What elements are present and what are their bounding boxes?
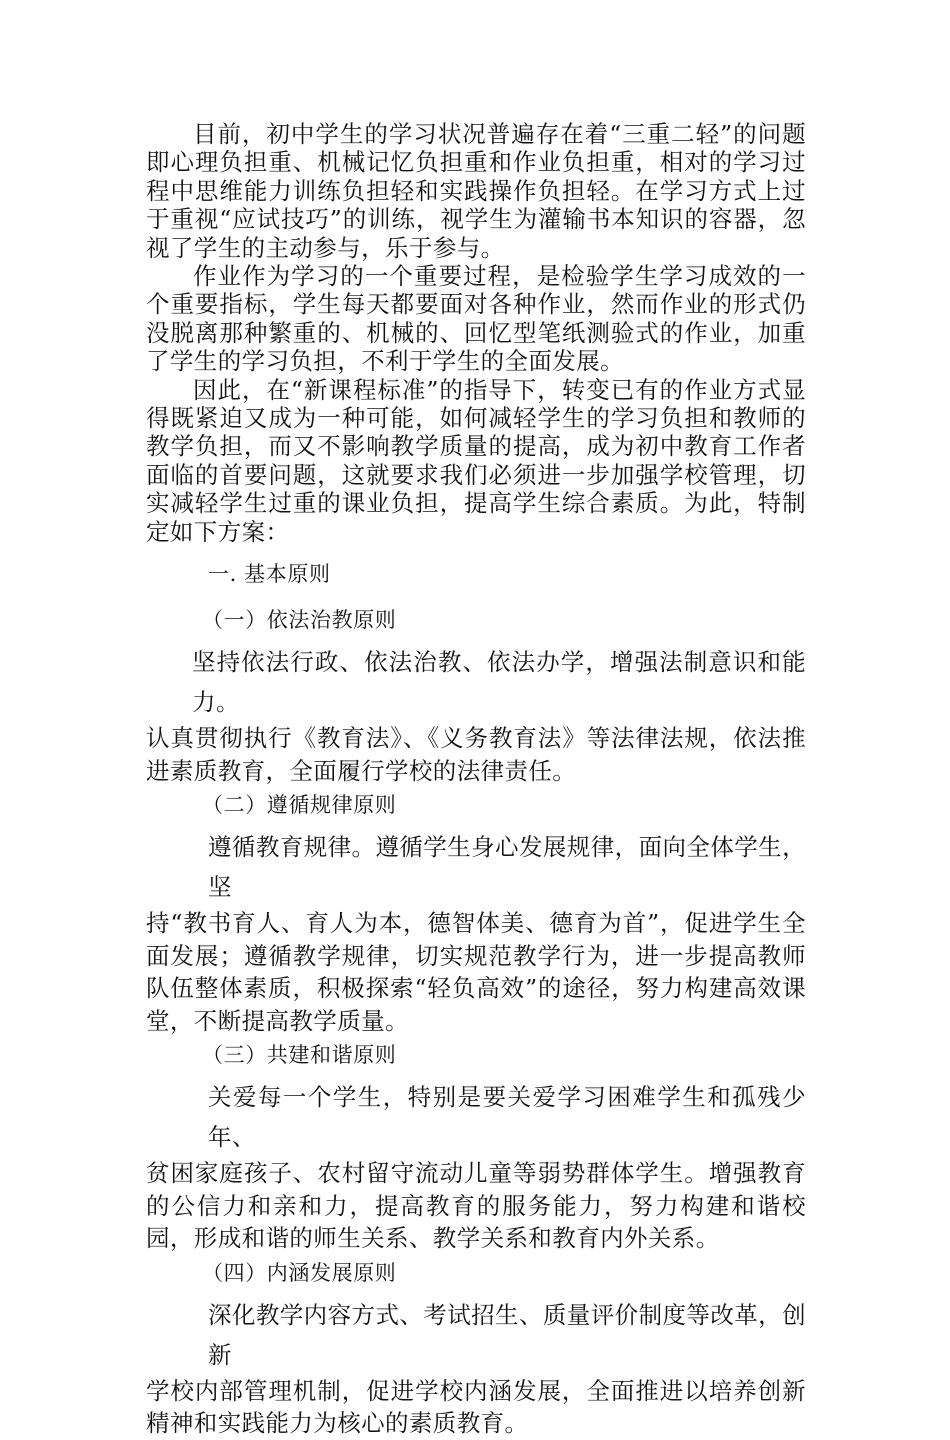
principle-1-text: 认真贯彻执行《教育法》、《义务教育法》等法律法规，依法推进素质教育，全面履行学校的法律责任。 (146, 724, 806, 785)
section-heading-basic-principles: 一. 基本原则 (208, 562, 331, 587)
principle-4-text: 学校内部管理机制，促进学校内涵发展，全面推进以培养创新精神和实践能力为核心的素质教育。 (146, 1376, 806, 1438)
principle-2-text: 持“教书育人、育人为本，德智体美、德育为首”，促进学生全面发展；遵循教学规律，切实规范教学行为，进一步提高教师队伍整体素质，积极探索“轻负高效”的途径，努力构建高效课堂，不断提高教学质量。 (146, 909, 806, 1035)
intro-paragraph-1: 目前，初中学生的学习状况普遍存在着“三重二轻”的问题即心理负担重、机械记忆负担重和作业负担重，相对的学习过程中思维能力训练负担轻和实践操作负担轻。在学习方式上过于重视“应试技巧”的训练，视学生为灌输书本知识的容器，忽视了学生的主动参与，乐于参与。 (146, 120, 806, 262)
principle-body-3 (146, 1077, 806, 1255)
principle-2-first-line: 遵循教育规律。遵循学生身心发展规律，面向全体学生，坚 (208, 833, 806, 902)
principle-heading-1: （一）依法治教原则 (202, 608, 397, 633)
intro-paragraph-2: 作业作为学习的一个重要过程，是检验学生学习成效的一个重要指标，学生每天都要面对各种作业，然而作业的形式仍没脱离那种繁重的、机械的、回忆型笔纸测验式的作业，加重了学生的学习负担，不利于学生的全面发展。 (146, 262, 806, 376)
principle-body-1 (146, 642, 806, 787)
principle-body-2 (146, 827, 806, 1037)
principle-heading-3: （三）共建和谐原则 (202, 1043, 397, 1068)
principle-4-first-line: 深化教学内容方式、考试招生、质量评价制度等改革，创新 (208, 1300, 806, 1369)
principle-1-first-line: 坚持依法行政、依法治教、依法办学，增强法制意识和能力。 (192, 648, 806, 717)
principle-3-text: 贫困家庭孩子、农村留守流动儿童等弱势群体学生。增强教育的公信力和亲和力，提高教育的服务能力，努力构建和谐校园，形成和谐的师生关系、教学关系和教育内外关系。 (146, 1159, 806, 1253)
principle-body-4 (146, 1295, 806, 1440)
intro-paragraph-3: 因此，在“新课程标准”的指导下，转变已有的作业方式显得既紧迫又成为一种可能，如何减轻学生的学习负担和教师的教学负担，而又不影响教学质量的提高，成为初中教育工作者面临的首要问题，这就要求我们必须进一步加强学校管理，切实减轻学生过重的课业负担，提高学生综合素质。为此，特制定如下方案： (146, 375, 806, 546)
principle-3-first-line: 关爱每一个学生，特别是要关爱学习困难学生和孤残少年、 (208, 1083, 806, 1152)
principle-heading-2: （二）遵循规律原则 (202, 793, 397, 818)
document-body (146, 120, 806, 1440)
principle-heading-4: （四）内涵发展原则 (202, 1260, 397, 1285)
